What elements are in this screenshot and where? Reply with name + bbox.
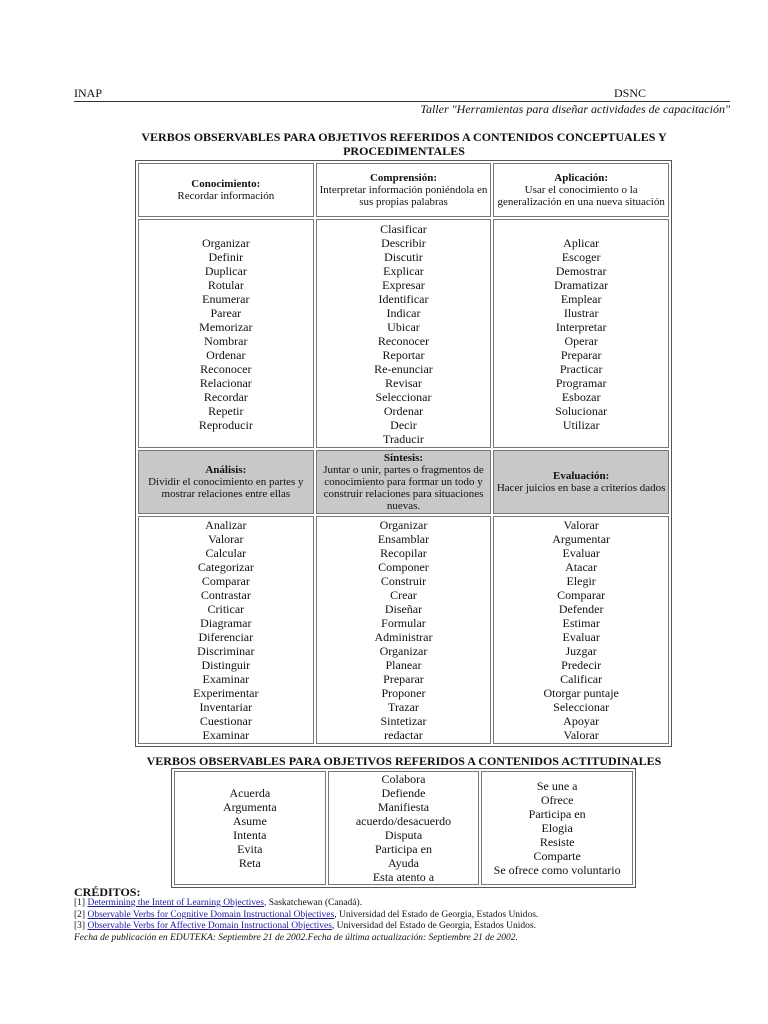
verb-item: Trazar [388, 700, 419, 714]
actitudinal-list-2 [328, 771, 480, 885]
verb-item: Participa en [528, 807, 586, 821]
verb-item: Demostrar [555, 263, 607, 278]
verb-item: Predecir [561, 658, 602, 672]
category-description: Hacer juicios en base a criterios dados [496, 482, 666, 494]
verb-item: Re-enunciar [374, 361, 433, 376]
verb-item: Formular [381, 616, 426, 630]
credit-link[interactable]: Observable Verbs for Affective Domain Instructional Objectives [87, 921, 332, 931]
verb-item: Disputa [384, 828, 423, 842]
verb-list-analisis [138, 516, 314, 744]
verb-item: Manifiesta [377, 800, 430, 814]
credit-link[interactable]: Observable Verbs for Cognitive Domain Instructional Objectives [87, 910, 335, 920]
category-description: Juntar o unir, partes o fragmentos de conocimiento para formar un todo y construir relaciones para situaciones nuevas. [323, 464, 484, 512]
verb-item: Colabora [381, 772, 426, 786]
header-right: DSNC [614, 86, 647, 100]
header-left: INAP [74, 86, 103, 100]
verb-item: Evaluar [562, 546, 600, 560]
verb-item: Atacar [565, 560, 598, 574]
verb-item: Esta atento a [372, 870, 435, 884]
verb-item: Memorizar [199, 319, 253, 334]
verb-item: Defiende [381, 786, 426, 800]
verb-item: Examinar [202, 728, 250, 742]
verb-item: Seleccionar [375, 389, 432, 404]
verb-item: Valorar [208, 532, 244, 546]
verb-item: Indicar [386, 305, 421, 320]
verb-item: Decir [390, 417, 417, 432]
verb-item: Evaluar [562, 630, 600, 644]
category-cell-conocimiento [138, 163, 314, 217]
verb-item: Utilizar [562, 417, 600, 432]
actitudinal-list-1 [174, 771, 326, 885]
verb-item: Defender [558, 602, 604, 616]
verb-item: Diferenciar [198, 630, 254, 644]
verb-item: Ilustrar [563, 305, 599, 320]
verb-list-row [138, 219, 669, 448]
verb-item: Reta [238, 856, 261, 870]
verb-item: Traducir [383, 431, 424, 446]
verb-item: Nombrar [204, 333, 248, 348]
verb-item: Acuerda [229, 786, 271, 800]
actitudinal-verbs-table [171, 768, 636, 888]
credit-item [74, 898, 362, 908]
verb-item: Ordenar [383, 403, 424, 418]
verb-item: Escoger [561, 249, 601, 264]
verb-item: Clasificar [380, 221, 427, 236]
verb-item: Calificar [560, 672, 603, 686]
verb-item: Enumerar [202, 291, 250, 306]
verb-item: Solucionar [555, 403, 608, 418]
category-name: Evaluación: [553, 470, 610, 482]
category-cell-analisis [138, 450, 314, 514]
verb-item: Rotular [207, 277, 244, 292]
publication-date: Fecha de publicación en EDUTEKA: Septiembre 21 de 2002.Fecha de última actualización: Septiembre 21 de 2002. [74, 933, 518, 943]
verb-list-row [138, 516, 669, 744]
verb-item: Sintetizar [380, 714, 427, 728]
verb-item: Interpretar [555, 319, 607, 334]
verb-item: Resiste [539, 835, 575, 849]
verb-item: Proponer [381, 686, 426, 700]
credit-text: , Saskatchewan (Canadá). [263, 898, 363, 908]
verb-item: Discutir [384, 249, 423, 264]
verb-item: Elegir [566, 574, 596, 588]
verb-item: Valorar [563, 518, 599, 532]
credit-link[interactable]: Determining the Intent of Learning Objectives [87, 898, 264, 908]
verb-item: Calcular [205, 546, 247, 560]
verb-item: Componer [378, 560, 429, 574]
category-description: Recordar información [177, 190, 275, 202]
verb-item: Examinar [202, 672, 250, 686]
actitudinal-list-3 [481, 771, 633, 885]
verb-item: Analizar [205, 518, 247, 532]
verb-item: Se ofrece como voluntario [493, 863, 621, 877]
verb-item: Relacionar [199, 375, 252, 390]
verb-item: Describir [381, 235, 426, 250]
credit-text: , Universidad del Estado de Georgia, Estados Unidos. [334, 910, 539, 920]
verb-item: Construir [380, 574, 427, 588]
verb-item: Parear [210, 305, 242, 320]
category-name: Síntesis: [383, 452, 424, 464]
credit-number: [3] [74, 921, 86, 931]
verb-item: Experimentar [193, 686, 259, 700]
verb-item: Valorar [563, 728, 599, 742]
verb-item: Contrastar [200, 588, 251, 602]
verb-item: Expresar [382, 277, 425, 292]
verb-item: Definir [208, 249, 244, 264]
verb-item: Ayuda [388, 856, 419, 870]
verb-item: Reconocer [200, 361, 252, 376]
verb-item: Organizar [379, 644, 428, 658]
verb-list-aplicacion [493, 219, 669, 448]
credit-item [74, 921, 536, 931]
category-cell-comprension [316, 163, 492, 217]
conceptual-verbs-table [135, 160, 672, 747]
verb-item: Comparar [201, 574, 250, 588]
verb-item: Organizar [379, 518, 428, 532]
verb-item: Argumenta [222, 800, 277, 814]
verb-item: Juzgar [565, 644, 597, 658]
verb-item: Identificar [378, 291, 429, 306]
credits-heading: CRÉDITOS: [74, 885, 141, 899]
category-header-row [138, 450, 669, 514]
verb-item: Comparte [533, 849, 581, 863]
verb-item: acuerdo/desacuerdo [355, 814, 452, 828]
category-cell-evaluacion [493, 450, 669, 514]
verb-list-comprension [316, 219, 492, 448]
credit-text: , Universidad del Estado de Georgia, Estados Unidos. [331, 921, 536, 931]
verb-item: Discriminar [197, 644, 255, 658]
verb-item: Programar [555, 375, 607, 390]
verb-item: Reportar [382, 347, 425, 362]
credit-number: [2] [74, 910, 86, 920]
verb-item: Crear [390, 588, 417, 602]
category-name: Conocimiento: [191, 178, 261, 190]
verb-item: Repetir [208, 403, 244, 418]
verb-item: Comparar [557, 588, 606, 602]
verb-item: Argumentar [552, 532, 611, 546]
category-description: Dividir el conocimiento en partes y mostrar relaciones entre ellas [148, 476, 304, 500]
verb-item: Recordar [203, 389, 248, 404]
verb-item: Se une a [536, 779, 578, 793]
category-name: Aplicación: [554, 172, 609, 184]
verb-item: Explicar [383, 263, 424, 278]
actitudinal-title: VERBOS OBSERVABLES PARA OBJETIVOS REFERIDOS A CONTENIDOS ACTITUDINALES [146, 754, 662, 768]
verb-item: Ofrece [540, 793, 574, 807]
verb-item: Inventariar [199, 700, 253, 714]
verb-item: Ubicar [387, 319, 420, 334]
verb-item: Reconocer [377, 333, 430, 348]
verb-item: Operar [564, 333, 598, 348]
verb-item: Preparar [383, 672, 424, 686]
verb-item: Preparar [560, 347, 602, 362]
verb-item: Participa en [374, 842, 432, 856]
verb-item: Ordenar [206, 347, 246, 362]
verb-item: Otorgar puntaje [543, 686, 619, 700]
verb-item: Diagramar [200, 616, 252, 630]
verb-item: Seleccionar [553, 700, 610, 714]
verb-list-conocimiento [138, 219, 314, 448]
verb-item: Esbozar [561, 389, 601, 404]
conceptual-title: VERBOS OBSERVABLES PARA OBJETIVOS REFERIDOS A CONTENIDOS CONCEPTUALES Y PROCEDIMENTALES [141, 130, 667, 158]
verb-item: Diseñar [384, 602, 423, 616]
verb-item: Organizar [201, 235, 250, 250]
verb-item: Reproducir [198, 417, 253, 432]
verb-item: Elogia [541, 821, 573, 835]
verb-item: Asume [232, 814, 267, 828]
verb-item: Emplear [560, 291, 602, 306]
verb-item: Evita [237, 842, 263, 856]
category-header-row [138, 163, 669, 217]
verb-item: Cuestionar [199, 714, 252, 728]
credit-item [74, 910, 538, 920]
verb-list-evaluacion [493, 516, 669, 744]
verb-item: Intenta [233, 828, 267, 842]
verb-item: Criticar [207, 602, 245, 616]
verb-item: Aplicar [563, 235, 600, 250]
verb-item: redactar [384, 728, 423, 742]
category-description: Usar el conocimiento o la generalización en una nueva situación [497, 184, 665, 208]
verb-item: Estimar [562, 616, 600, 630]
verb-item: Revisar [385, 375, 422, 390]
category-name: Análisis: [205, 464, 247, 476]
category-cell-sintesis [316, 450, 492, 514]
verb-item: Categorizar [197, 560, 254, 574]
actitudinal-row [174, 771, 633, 885]
verb-item: Distinguir [201, 658, 251, 672]
category-name: Comprensión: [369, 172, 437, 184]
verb-item: Planear [385, 658, 422, 672]
verb-item: Ensamblar [377, 532, 430, 546]
verb-item: Administrar [374, 630, 433, 644]
verb-item: Dramatizar [554, 277, 609, 292]
verb-list-sintesis [316, 516, 492, 744]
credit-number: [1] [74, 898, 86, 908]
category-cell-aplicacion [493, 163, 669, 217]
header-subtitle: Taller "Herramientas para diseñar actividades de capacitación" [420, 102, 730, 116]
verb-item: Practicar [559, 361, 603, 376]
verb-item: Duplicar [204, 263, 247, 278]
verb-item: Apoyar [563, 714, 600, 728]
verb-item: Recopilar [380, 546, 427, 560]
category-description: Interpretar información poniéndola en sus propias palabras [319, 184, 488, 208]
